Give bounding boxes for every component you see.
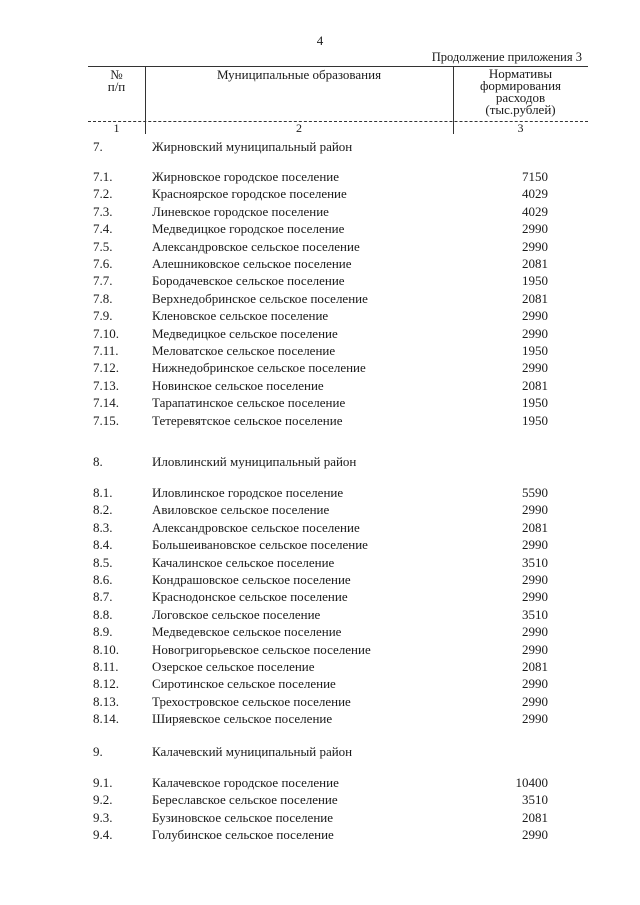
row-value: 2990 [522, 711, 548, 727]
row-number: 7.11. [93, 343, 119, 358]
row-number: 8.4. [93, 537, 113, 553]
row-value: 2990 [522, 572, 548, 587]
row-municipality: Медведевское сельское поселение [152, 624, 342, 640]
row-value: 2990 [522, 502, 548, 518]
row-municipality: Новинское сельское поселение [152, 377, 324, 393]
row-value: 2990 [522, 238, 548, 254]
row-value: 2990 [522, 624, 548, 640]
row-value: 2990 [522, 676, 548, 692]
page-number: 4 [316, 33, 324, 48]
row-municipality: Качалинское сельское поселение [152, 554, 335, 570]
row-number: 7.5. [93, 238, 113, 254]
column-index-3: 3 [517, 121, 524, 135]
row-number: 7.7. [93, 273, 113, 289]
row-value: 1950 [522, 343, 548, 358]
table-row [0, 606, 640, 624]
appendix-caption: Продолжение приложения 3 [431, 50, 582, 64]
row-value: 3510 [522, 606, 548, 622]
row-value: 2990 [522, 221, 548, 237]
row-number: 8.6. [93, 572, 113, 587]
row-municipality: Александровское сельское поселение [152, 238, 360, 254]
table-row [0, 185, 640, 203]
row-municipality: Меловатское сельское поселение [152, 343, 336, 358]
table-row [0, 693, 640, 711]
row-value: 2081 [522, 290, 548, 306]
table-row [0, 412, 640, 430]
row-number: 9.2. [93, 792, 113, 808]
row-municipality: Голубинское сельское поселение [152, 827, 334, 843]
row-value: 3510 [522, 792, 548, 808]
row-number: 7.9. [93, 308, 113, 324]
table-row [0, 809, 640, 827]
row-municipality: Красноярское городское поселение [152, 186, 347, 202]
section-number: 7. [93, 139, 103, 154]
row-value: 2990 [522, 325, 548, 341]
row-value: 4029 [522, 203, 548, 219]
row-municipality: Новогригорьевское сельское поселение [152, 641, 371, 657]
row-number: 8.10. [93, 641, 119, 657]
row-municipality: Береславское сельское поселение [152, 792, 338, 808]
row-value: 2990 [522, 693, 548, 709]
row-value: 10400 [515, 775, 548, 790]
table-row [0, 342, 640, 360]
row-value: 2990 [522, 589, 548, 605]
header-norms-column: Нормативы формирования расходов (тыс.рублей) [479, 66, 562, 117]
row-number: 8.14. [93, 711, 119, 727]
table-row [0, 220, 640, 238]
row-municipality: Тарапатинское сельское поселение [152, 395, 346, 411]
column-index-2: 2 [296, 121, 302, 135]
row-municipality: Медведицкое городское поселение [152, 221, 345, 237]
row-municipality: Верхнедобринское сельское поселение [152, 290, 368, 306]
row-number: 7.3. [93, 203, 113, 219]
table-row [0, 359, 640, 377]
row-municipality: Калачевское городское поселение [152, 775, 339, 790]
row-number: 9.3. [93, 809, 113, 825]
row-municipality: Медведицкое сельское поселение [152, 325, 338, 341]
table-row [0, 536, 640, 554]
row-municipality: Иловлинское городское поселение [152, 485, 344, 500]
column-index-1: 1 [113, 121, 120, 135]
header-municipalities-column: Муниципальные образования [216, 67, 382, 82]
row-municipality: Сиротинское сельское поселение [152, 676, 336, 692]
row-value: 1950 [522, 412, 548, 428]
row-municipality: Алешниковское сельское поселение [152, 256, 352, 271]
row-number: 9.4. [93, 827, 113, 843]
table-row [0, 325, 640, 343]
table-row [0, 377, 640, 395]
table-row [0, 501, 640, 519]
row-value: 7150 [522, 169, 548, 184]
row-number: 7.12. [93, 360, 119, 376]
row-value: 4029 [522, 186, 548, 202]
table-row [0, 394, 640, 412]
row-number: 8.7. [93, 589, 113, 605]
table-row [0, 554, 640, 572]
row-municipality: Кондрашовское сельское поселение [152, 572, 351, 587]
row-number: 7.8. [93, 290, 113, 306]
row-value: 1950 [522, 273, 548, 289]
section-title: Калачевский муниципальный район [152, 744, 353, 759]
row-number: 8.1. [93, 485, 113, 500]
row-municipality: Жирновское городское поселение [152, 169, 340, 184]
row-number: 7.6. [93, 256, 113, 271]
table-row [0, 791, 640, 809]
row-number: 7.14. [93, 395, 119, 411]
row-number: 8.9. [93, 624, 113, 640]
row-value: 3510 [522, 554, 548, 570]
row-number: 7.1. [93, 169, 113, 184]
row-value: 2081 [522, 377, 548, 393]
row-municipality: Кленовское сельское поселение [152, 308, 329, 324]
table-row [0, 710, 640, 728]
section-heading [0, 453, 640, 471]
row-value: 2990 [522, 827, 548, 843]
table-row [0, 826, 640, 844]
header-number-column: № п/п [107, 67, 126, 94]
section-number: 8. [93, 454, 103, 469]
row-number: 7.2. [93, 186, 113, 202]
row-number: 8.13. [93, 693, 119, 709]
table-row [0, 238, 640, 256]
row-municipality: Ширяевское сельское поселение [152, 711, 333, 727]
table-row [0, 203, 640, 221]
row-value: 1950 [522, 395, 548, 411]
row-number: 8.2. [93, 502, 113, 518]
row-municipality: Краснодонское сельское поселение [152, 589, 348, 605]
section-title: Жирновский муниципальный район [152, 139, 353, 154]
row-municipality: Авиловское сельское поселение [152, 502, 330, 518]
row-municipality: Логовское сельское поселение [152, 606, 321, 622]
table-row [0, 588, 640, 606]
table-row [0, 641, 640, 659]
row-municipality: Александровское сельское поселение [152, 519, 360, 535]
row-number: 8.3. [93, 519, 113, 535]
row-municipality: Нижнедобринское сельское поселение [152, 360, 366, 376]
row-value: 2081 [522, 659, 548, 674]
row-municipality: Озерское сельское поселение [152, 659, 315, 674]
row-number: 8.11. [93, 659, 119, 674]
row-value: 2990 [522, 308, 548, 324]
row-number: 7.4. [93, 221, 113, 237]
row-value: 2990 [522, 360, 548, 376]
table-row [0, 272, 640, 290]
row-municipality: Бузиновское сельское поселение [152, 809, 333, 825]
row-value: 2081 [522, 256, 548, 271]
row-municipality: Трехостровское сельское поселение [152, 693, 351, 709]
row-number: 7.15. [93, 412, 119, 428]
table-row [0, 658, 640, 676]
row-municipality: Линевское городское поселение [152, 203, 329, 219]
section-heading [0, 138, 640, 156]
table-row [0, 307, 640, 325]
section-number: 9. [93, 744, 103, 759]
row-municipality: Большеивановское сельское поселение [152, 537, 368, 553]
row-municipality: Тетеревятское сельское поселение [152, 412, 343, 428]
table-row [0, 519, 640, 537]
row-number: 7.10. [93, 325, 119, 341]
table-row [0, 484, 640, 502]
table-row [0, 290, 640, 308]
table-row [0, 675, 640, 693]
row-value: 2081 [522, 519, 548, 535]
row-number: 8.5. [93, 554, 113, 570]
table-row [0, 168, 640, 186]
section-heading [0, 743, 640, 761]
row-value: 2990 [522, 537, 548, 553]
row-value: 2990 [522, 641, 548, 657]
row-value: 5590 [522, 485, 548, 500]
section-title: Иловлинский муниципальный район [152, 454, 357, 469]
row-number: 8.12. [93, 676, 119, 692]
row-number: 7.13. [93, 377, 119, 393]
table-row [0, 571, 640, 589]
table-row [0, 255, 640, 273]
row-number: 9.1. [93, 775, 113, 790]
row-value: 2081 [522, 809, 548, 825]
row-municipality: Бородачевское сельское поселение [152, 273, 345, 289]
table-row [0, 623, 640, 641]
row-number: 8.8. [93, 606, 113, 622]
table-row [0, 774, 640, 792]
